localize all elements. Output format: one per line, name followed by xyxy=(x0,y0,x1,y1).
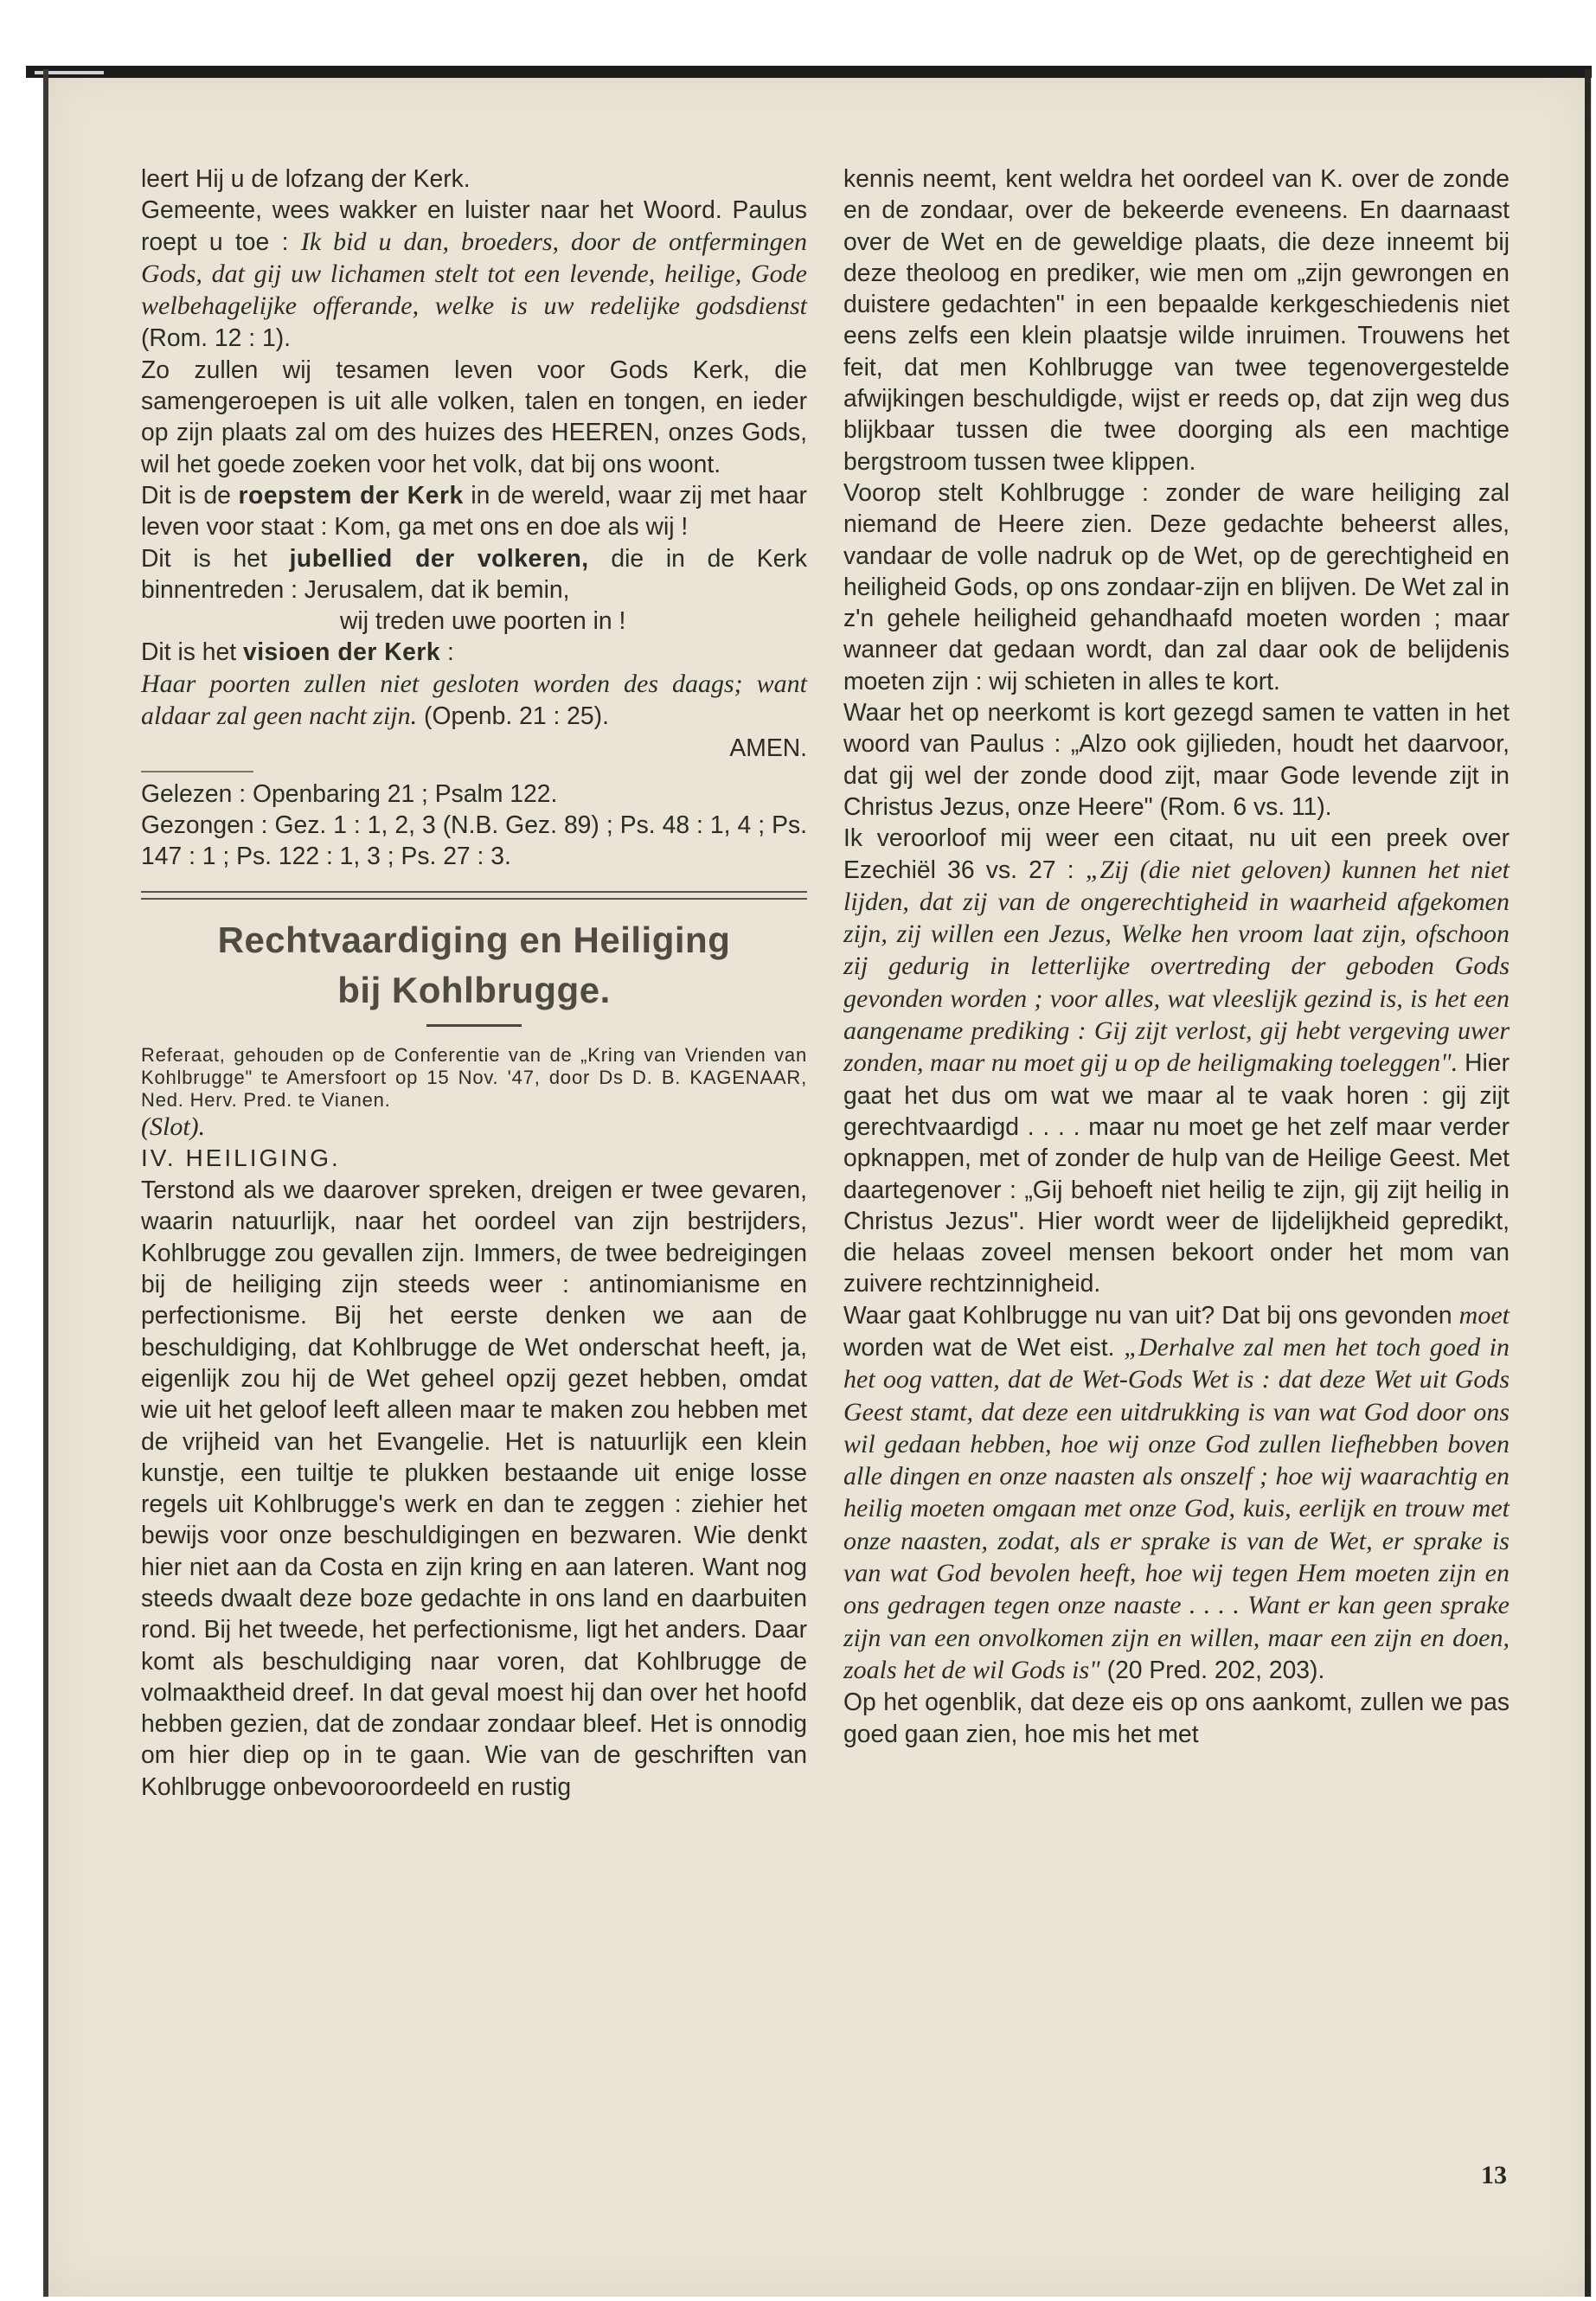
text-span: : xyxy=(440,638,454,666)
paragraph-voorop: Voorop stelt Kohlbrugge : zonder de ware heiliging zal niemand de Heere zien. Deze gedachte beheerst alles, vandaar de volle nadruk op de Wet, op de gerechtigheid en heiligheid Gods, op ons zondaar-zijn en blijven. De Wet zal in z'n gehele heiligheid gehandhaafd moeten worden ; maar wanneer dat gedaan wordt, dan zal daar ook de belijdenis moeten zijn : wij schieten in alles te kort. xyxy=(843,478,1509,695)
paragraph-waar-gaat xyxy=(843,1299,1509,1687)
paragraph-gemeente xyxy=(141,194,807,353)
gezongen-line: Gezongen : Gez. 1 : 1, 2, 3 (N.B. Gez. 89) ; Ps. 48 : 1, 4 ; Ps. 147 : 1 ; Ps. 122 : 1, 3 ; Ps. 27 : 3. xyxy=(141,810,807,870)
left-column xyxy=(141,163,807,1802)
title-underline xyxy=(426,1024,522,1027)
paragraph-tesamen: Zo zullen wij tesamen leven voor Gods Kerk, die samengeroepen is uit alle volken, talen en tongen, en ieder op zijn plaats zal om des huizes des HEEREN, onzes Gods, wil het goede zoeken voor het volk, dat bij ons woont. xyxy=(141,355,807,478)
text-span: die in de Kerk binnentreden : Jerusalem, dat ik bemin, xyxy=(141,543,807,603)
text-span: worden wat de Wet eist. xyxy=(843,1332,1125,1361)
reference-pred: (20 Pred. 202, 203). xyxy=(1099,1655,1325,1683)
slot-label: (Slot). xyxy=(141,1112,206,1141)
text-span: Dit is de xyxy=(141,480,239,509)
paragraph-terstond: Terstond als we daarover spreken, dreigen er twee gevaren, waarin natuurlijk, naar het oordeel van zijn bestrijders, Kohlbrugge zou gevallen zijn. Immers, de twee bedreigingen bij de heiliging zijn steeds weer : antinomianisme en perfectionisme. Bij het eerste denken we aan de beschuldiging, dat Kohlbrugge de Wet onderschat heeft, ja, eigenlijk zou hij de Wet geheel opzij gezet hebben, omdat wie uit het geloof leeft alleen maar te maken zou hebben met de vrijheid van het Evangelie. Het is natuurlijk een klein kunstje, een tuiltje te plukken bestaande uit enige losse regels uit Kohlbrugge's werk en dan te zeggen : ziehier het bewijs voor onze beschuldigingen en bezwaren. Wie denkt hier niet aan da Costa en zijn kring en aan lateren. Want nog steeds dwaalt deze boze gedachte in ons land en daarbuiten rond. Bij het tweede, het perfectionisme, ligt het anders. Daar komt als beschuldiging naar voren, dat Kohlbrugge de volmaaktheid dreef. In dat geval moest hij dan over het hoofd hebben gezien, dat de zondaar zondaar bleef. Het is onnodig om hier diep op in te gaan. Wie van de geschriften van Kohlbrugge onbevooroordeeld en rustig xyxy=(141,1176,807,1800)
quote-openbaring xyxy=(141,668,807,733)
paragraph-visioen xyxy=(141,636,807,667)
paragraph-ogenblik: Op het ogenblik, dat deze eis op ons aankomt, zullen we pas goed gaan zien, hoe mis het met xyxy=(843,1688,1509,1747)
divider-double xyxy=(141,891,807,900)
gelezen-line: Gelezen : Openbaring 21 ; Psalm 122. xyxy=(141,779,558,807)
page-left-border xyxy=(43,69,48,2297)
quote-ezechiel: „Zij (die niet geloven) kunnen het niet lijden, dat zij van de ongerechtigheid in waarheid afgekomen zijn, zij willen een Jezus, Welke hen vroom laat zijn, ofschoon zij gedurig in letterlijke overtreding der geboden Gods gevonden worden ; voor alles, wat vleeslijk gezind is, is het een aangename prediking : Gij zijt verlost, gij hebt vergeving uwer zonden, maar nu moet gij u op de heiligmaking toeleggen". xyxy=(843,855,1509,1078)
text-span: Ik veroorloof mij weer een citaat, nu uit een preek over Ezechiël 36 vs. 27 : xyxy=(843,824,1509,883)
paragraph-citaat xyxy=(843,822,1509,1298)
right-column xyxy=(843,163,1509,1749)
article-title-line2: bij Kohlbrugge. xyxy=(337,969,611,1010)
quote-derhalve: „Derhalve zal men het toch goed in het oog vatten, dat de Wet-Gods Wet is : dat deze Wet uit Gods Geest stamt, dat deze een uitdrukking is van wat God door ons wil gedaan hebben, hoe wij onze God zullen liefhebben boven alle dingen en onze naasten als onszelf ; hoe wij waarachtig en heilig moeten omgaan met onze God, kuis, eerlijk en trouw met onze naasten, zodat, als er sprake is van de Wet, er sprake is van wat God bevolen heeft, hoe wij tegen Hem moeten zijn en ons gedragen tegen onze naaste . . . . Want er kan geen sprake zijn van een onvolkomen zijn en willen, maar een zijn en doen, zoals het de wil Gods is" xyxy=(843,1332,1509,1684)
paragraph-jubellied xyxy=(141,542,807,606)
divider-short xyxy=(141,771,253,772)
text-span: Gemeente, wees wakker en luister naar het Woord. Paulus roept u toe : xyxy=(141,195,807,255)
binding-top-edge xyxy=(26,66,1592,78)
text-span: Dit is het xyxy=(141,638,243,666)
page-number: 13 xyxy=(1481,2161,1507,2189)
section-heading: IV. HEILIGING. xyxy=(141,1144,341,1171)
referaat-note: Referaat, gehouden op de Conferentie van de „Kring van Vrienden van Kohlbrugge" te Amersfoort op 15 Nov. '47, door Ds D. B. KAGENAAR, Ned. Herv. Pred. te Vianen. xyxy=(141,1043,807,1111)
paragraph-kennis: kennis neemt, kent weldra het oordeel van K. over de zonde en de zondaar, over de bekeerde eveneens. En daarnaast over de Wet en de geweldige plaats, die deze inneemt bij deze theoloog en prediker, wie men om „zijn gewrongen en duistere gedachten" in een bepaalde kerkgeschiedenis niet eens zelfs een klein plaatsje wilde inruimen. Trouwens het feit, dat men Kohlbrugge van twee tegenovergestelde afwijkingen beschuldigde, wijst er reeds op, dat zijn weg dus blijkbaar tussen die twee doorging als een machtige bergstroom tussen twee klippen. xyxy=(843,164,1509,475)
reference-romans: (Rom. 12 : 1). xyxy=(141,324,291,352)
paragraph-waar-het: Waar het op neerkomt is kort gezegd samen te vatten in het woord van Paulus : „Alzo ook gijlieden, houdt het daarvoor, dat gij wel der zonde dood zijt, maar Gode levende zijt in Christus Jezus, onze Heere" (Rom. 6 vs. 11). xyxy=(843,698,1509,820)
reference-openbaring: (Openb. 21 : 25). xyxy=(417,702,609,730)
emphasis-visioen: visioen der Kerk xyxy=(242,638,441,666)
paragraph-lofzang: leert Hij u de lofzang der Kerk. xyxy=(141,164,471,192)
quote-text: Haar poorten zullen niet gesloten worden des daags; want aldaar zal geen nacht zijn. xyxy=(141,669,807,731)
text-span: Hier gaat het dus om wat we maar al te vaak horen : gij zijt gerechtvaardigd . . . . maar nu moet ge het zelf maar verder opknappen, met of zonder de hulp van de Heilige Geest. Met daartegenover : „Gij behoeft niet heilig te zijn, gij zijt heilig in Christus Jezus". Hier wordt weer de lijdelijkheid gepredikt, die helaas zoveel mensen bekoort onder het mom van zuivere rechtzinnigheid. xyxy=(843,1048,1510,1298)
emphasis-jubellied: jubellied der volkeren, xyxy=(289,543,589,572)
verse-line: wij treden uwe poorten in ! xyxy=(340,606,626,635)
article-title-line1: Rechtvaardiging en Heiliging xyxy=(217,919,731,960)
amen: AMEN. xyxy=(729,734,807,762)
quote-romans: Ik bid u dan, broeders, door de ontfermingen Gods, dat gij uw lichamen stelt tot een levende, heilige, Gode welbehagelijke offerande, welke is uw redelijke godsdienst xyxy=(141,227,807,321)
emphasis-moet: moet xyxy=(1458,1300,1509,1330)
paragraph-roepstem xyxy=(141,479,807,542)
text-span: in de wereld, waar zij met haar leven voor staat : Kom, ga met ons en doe als wij ! xyxy=(141,480,807,541)
text-span: Waar gaat Kohlbrugge nu van uit? Dat bij ons gevonden xyxy=(843,1300,1459,1329)
text-span: Dit is het xyxy=(141,543,290,572)
page-right-border xyxy=(1585,69,1591,2297)
emphasis-roepstem: roepstem der Kerk xyxy=(238,480,464,509)
